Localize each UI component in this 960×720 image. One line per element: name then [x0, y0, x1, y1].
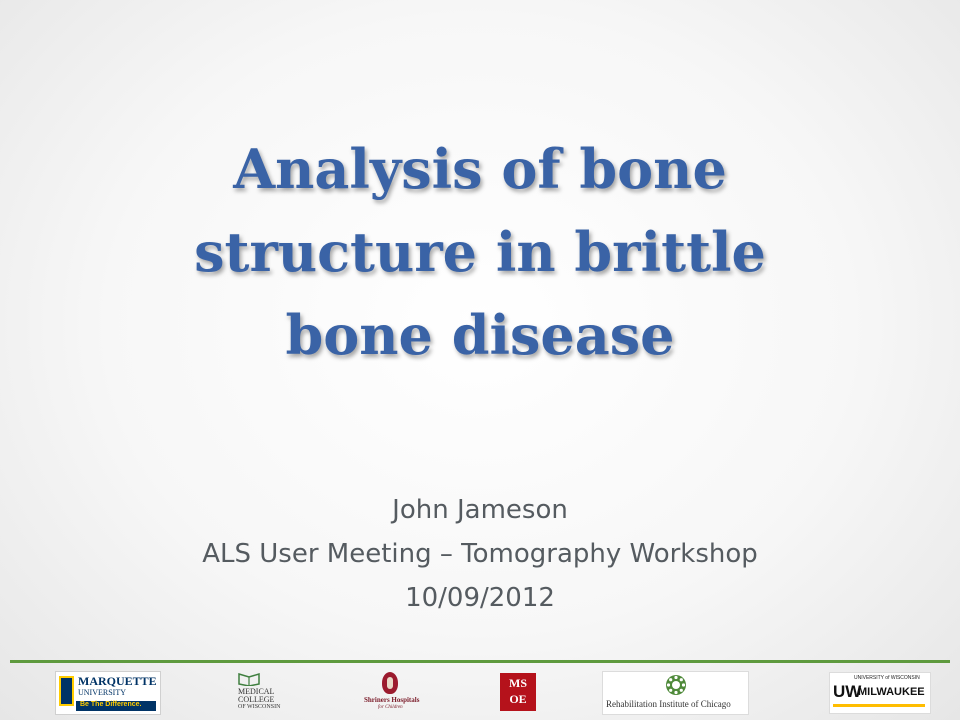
mcw-line3: OF WISCONSIN — [238, 704, 281, 710]
title-line: Analysis of bone — [233, 137, 727, 201]
mcw-line2: COLLEGE — [238, 695, 275, 704]
uwm-gold-bar — [833, 704, 925, 707]
shriners-line2: for Children — [378, 705, 403, 710]
sponsor-logos-bar — [0, 668, 960, 716]
slide-subtitle — [60, 488, 900, 620]
footer-divider — [10, 660, 950, 663]
uwm-name: MILWAUKEE — [858, 686, 925, 698]
uwm-uw: UW — [833, 682, 862, 701]
presentation-date: 10/09/2012 — [405, 583, 555, 613]
author-name: John Jameson — [392, 495, 568, 525]
marquette-sub: UNIVERSITY — [78, 688, 126, 697]
uwm-top: UNIVERSITY of WISCONSIN — [854, 675, 920, 681]
event-name: ALS User Meeting – Tomography Workshop — [202, 539, 758, 569]
marquette-tagline: Be The Difference. — [80, 701, 142, 708]
shriners-logo — [362, 672, 422, 712]
title-line: bone disease — [285, 303, 675, 367]
ric-logo — [602, 671, 749, 715]
mcw-book-icon — [238, 672, 260, 686]
marquette-logo — [55, 671, 161, 715]
ric-text: Rehabilitation Institute of Chicago — [606, 699, 731, 709]
marquette-name: MARQUETTE — [78, 674, 157, 688]
uwm-logo — [829, 672, 931, 714]
msoe-logo — [500, 673, 536, 711]
title-line: structure in brittle — [194, 220, 766, 284]
ric-flower-icon — [665, 674, 687, 696]
shriners-figure-icon — [387, 677, 393, 689]
mcw-line1: MEDICAL — [238, 687, 275, 696]
msoe-text: MS OE — [509, 676, 527, 706]
marquette-crest-icon — [59, 676, 74, 706]
slide-title — [60, 128, 900, 377]
shriners-line1: Shriners Hospitals — [364, 696, 420, 704]
mcw-logo — [232, 672, 294, 712]
